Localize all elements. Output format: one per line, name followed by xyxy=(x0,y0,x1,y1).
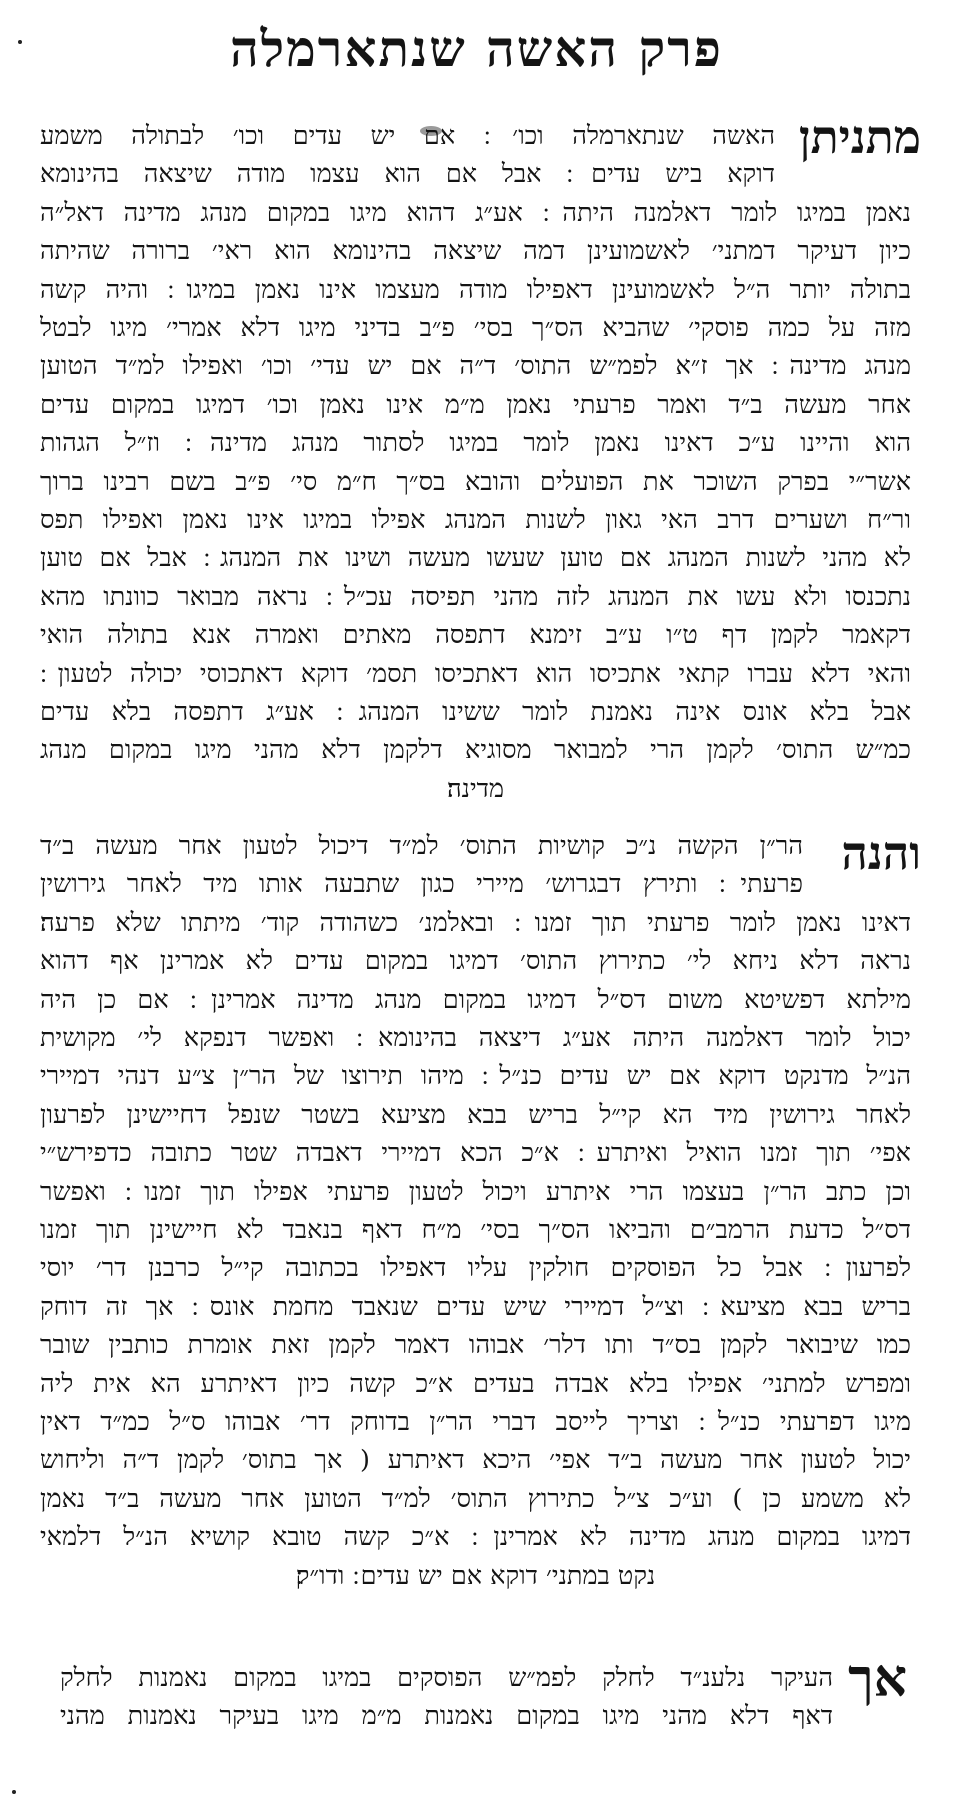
text-line: הר״ן הקשה נ״כ קושיות התוס׳ למ״ד דיכול לטעון אחר מעשה ב״ד xyxy=(40,831,803,861)
text-line: דאינו נאמן לומר פרעתי תוך זמנו ׃ ובאלמנ׳ כשהודה קוד׳ מיתתו שלא פרעה׃ xyxy=(40,907,911,938)
text-line: מנהג מדינה ׃ אך ז״א לפמ״ש התוס׳ ד״ה אם יש עדי׳ וכו׳ ואפילו למ״ד הטוען xyxy=(40,351,911,382)
text-line: פרעתי ׃ ותירץ דבגרוש׳ מיירי כגון שתבעה אותו מיד לאחר גירושין xyxy=(40,869,803,900)
text-line: דמיגו במקום מנהג מדינה לא אמרינן ׃ א״כ קשה טובא קושיא הנ״ל דלמאי xyxy=(40,1522,911,1553)
text-line: העיקר נלענ״ד לחלק לפמ״ש הפוסקים במיגו במקום נאמנות לחלק xyxy=(60,1663,833,1693)
text-line: לפרעון ׃ אבל כל הפוסקים חולקין עליו דאפילו בכתובה קי״ל כרבנן דר׳ יוסי xyxy=(40,1253,911,1284)
text-line: כמ״ש התוס׳ לקמן הרי למבואר מסוגיא דלקמן דלא מהני מיגו במקום מנהג xyxy=(40,735,911,766)
page-title: פרק האשה שנתארמלה xyxy=(230,19,723,78)
text-line: נראה דלא ניחא לי׳ כתירוץ התוס׳ דמיגו במקום עדים לא אמרינן אף דהוא xyxy=(40,946,911,977)
section-lead-word: מתניתן xyxy=(798,110,921,164)
text-line: האשה שנתארמלה וכו׳ ׃ אם יש עדים וכו׳ לבתולה משמע xyxy=(40,121,775,151)
section-lead-word: אך xyxy=(848,1648,907,1709)
text-line: לא מהני לשנות המנהג אם טוען שעשו מעשה ושינו את המנהג ׃ אבל אם טוען xyxy=(40,543,911,574)
text-line: דקאמר לקמן דף ט״ו ע״ב זימנא דתפסה מאתים ואמרה אנא בתולה הואי xyxy=(40,620,911,651)
print-speck xyxy=(18,40,22,44)
text-line: וכן כתב הר״ן בעצמו הרי איתרע ויכול לטעון פרעתי אפילו תוך זמנו ׃ ואפשר xyxy=(40,1176,911,1207)
text-line: כיון דעיקר דמתני׳ לאשמועינן דמה שיצאה בהינומא הוא ראי׳ ברורה שהיתה xyxy=(40,236,911,267)
text-line: כמו שיבואר לקמן בס״ד ותו דלר׳ אבוהו דאמר לקמן זאת אומרת כותבין שובר xyxy=(40,1330,911,1361)
text-line: דוקא ביש עדים ׃ אבל אם הוא עצמו מודה שיצאה בהינומא xyxy=(40,159,775,190)
text-line-tail: נקט במתני׳ דוקא אם יש עדים ׃ ודו״ק׃ xyxy=(295,1560,656,1591)
text-line: בריש בבא מציעא ׃ וצ״ל דמיירי שיש עדים שנאבד מחמת אונס ׃ אך זה דוחק xyxy=(40,1291,911,1322)
text-line: לאחר גירושין מיד הא קי״ל בריש בבא מציעא בשטר שנפל דחיישינן לפרעון xyxy=(40,1099,911,1130)
text-line: דאף דלא מהני מיגו במקום נאמנות מ״מ מיגו בעיקר נאמנות מהני xyxy=(60,1701,833,1731)
text-line: נאמן במיגו לומר דאלמנה היתה ׃ אע״ג דהוא מיגו במקום מנהג מדינה דאל״ה xyxy=(40,197,911,228)
text-line: מיגו דפרעתי כנ״ל ׃ וצריך לייסב דברי הר״ן בדוחק דר׳ אבוהו ס״ל כמ״ד דאין xyxy=(40,1407,911,1437)
text-line: דס״ל כדעת הרמב״ם והביאו הס״ך בסי׳ מ״ח דאף בנאבד לא חיישינן תוך זמנו xyxy=(40,1215,911,1245)
text-line: ומפרש למתני׳ אפילו בלא אבדה בעדים א״כ קשה כיון דאיתרע הא אית ליה xyxy=(40,1368,911,1399)
text-line-tail: מדינה׃ xyxy=(446,773,505,804)
text-line: הוא והיינו ע״כ דאינו נאמן לומר במיגו לסתור מנהג מדינה ׃ וז״ל הגהות xyxy=(40,428,911,459)
text-line: אחר מעשה ב״ד ואמר פרעתי נאמן מ״מ אינו נאמן וכו׳ דמיגו במקום עדים xyxy=(40,389,911,420)
text-line: מזה על כמה פוסקי׳ שהביא הס״ך בסי׳ פ״ב בדיני מיגו דלא אמרי׳ מיגו לבטל xyxy=(40,313,911,343)
text-line: אשר״י בפרק השוכר את הפועלים והובא בס״ך ח״מ סי׳ פ״ב בשם רבינו ברוך xyxy=(40,466,911,497)
text-line: מילתא דפשיטא משום דס״ל דמיגו במקום מנהג מדינה אמרינן ׃ אם כן היה xyxy=(40,984,911,1015)
text-line: יכול לטעון אחר מעשה ב״ד אפי׳ היכא דאיתרע ( אך בתוס׳ לקמן ד״ה וליחוש xyxy=(40,1445,911,1476)
text-line: הנ״ל מדנקט דוקא אם יש עדים כנ״ל ׃ מיהו תירוצו של הר״ן צ״ע דנהי דמיירי xyxy=(40,1061,911,1092)
text-line: והאי דלא עברו קתאי אתכיסו הוא דאתכיסו תסמ׳ דוקא דאתכוסי יכולה לטעון ׃ xyxy=(40,658,911,689)
text-line: בתולה יותר ה״ל לאשמועינן דאפילו מודה מעצמו אינו נאמן במיגו ׃ והיה קשה xyxy=(40,274,911,305)
text-line: לא משמע כן ) וע״כ צ״ל כתירוץ התוס׳ למ״ד הטוען אחר מעשה ב״ד נאמן xyxy=(40,1483,911,1514)
text-line: אבל בלא אונס אינה נאמנת לומר ששינו המנהג ׃ אע״ג דתפסה בלא עדים xyxy=(40,697,911,727)
text-line: נתכנסו ולא עשו את המנהג לזה מהני תפיסה עכ״ל ׃ נראה מבואר כוונתו מהא xyxy=(40,581,911,612)
section-lead-word: והנה xyxy=(841,826,921,880)
text-line: ור״ח ושערים דרב האי גאון לשנות המנהג אפילו במיגו אינו נאמן ואפילו תפס xyxy=(40,505,911,535)
print-speck xyxy=(12,1790,16,1794)
text-line: אפי׳ תוך זמנו הואיל ואיתרע ׃ א״כ הכא דמיירי דאבדה שטר כתובה כדפירש״י xyxy=(40,1138,911,1169)
text-line: יכול לומר דאלמנה היתה אע״ג דיצאה בהינומא ׃ ואפשר דנפקא לי׳ מקושית xyxy=(40,1023,911,1053)
